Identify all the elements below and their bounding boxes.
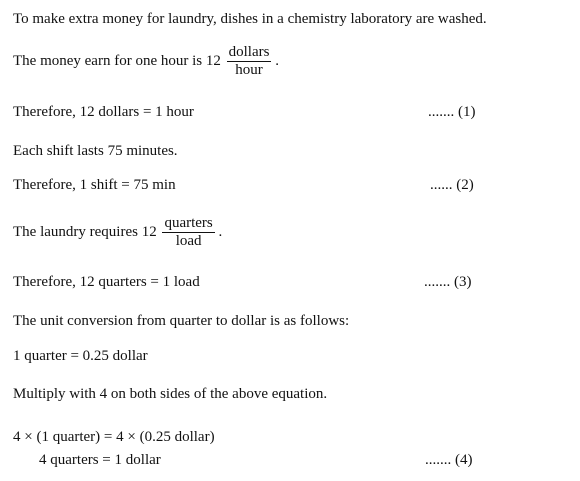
laundry-cost-lead: The laundry requires 12 (13, 224, 157, 240)
equation-3-label: ....... (3) (424, 274, 472, 290)
conversion-intro-text: The unit conversion from quarter to dollar is as follows: (13, 313, 350, 329)
quarters-per-load-fraction (162, 215, 214, 250)
hourly-rate-lead: The money earn for one hour is 12 (13, 53, 221, 69)
intro-text: To make extra money for laundry, dishes in a chemistry laboratory are washed. (13, 11, 487, 27)
fraction-denominator: load (162, 232, 214, 250)
equation-2-label: ...... (2) (430, 177, 474, 193)
hourly-rate-statement (13, 44, 279, 79)
fraction-numerator: quarters (164, 215, 213, 231)
equation-4: 4 quarters = 1 dollar (39, 452, 161, 468)
laundry-cost-statement (13, 215, 222, 250)
sentence-end: . (218, 224, 223, 240)
sentence-end: . (275, 53, 279, 69)
equation-1-label: ....... (1) (428, 104, 476, 120)
equation-3: Therefore, 12 quarters = 1 load (13, 274, 200, 290)
equation-1: Therefore, 12 dollars = 1 hour (13, 104, 194, 120)
multiply-instruction-text: Multiply with 4 on both sides of the above equation. (13, 386, 328, 402)
fraction-numerator: dollars (228, 44, 270, 60)
dollars-per-hour-fraction (227, 44, 272, 79)
quarter-to-dollar-equation: 1 quarter = 0.25 dollar (13, 348, 148, 364)
multiplied-equation: 4 × (1 quarter) = 4 × (0.25 dollar) (13, 429, 215, 445)
fraction-denominator: hour (227, 61, 272, 79)
shift-length-text: Each shift lasts 75 minutes. (13, 143, 178, 159)
equation-2: Therefore, 1 shift = 75 min (13, 177, 176, 193)
equation-4-label: ....... (4) (425, 452, 473, 468)
